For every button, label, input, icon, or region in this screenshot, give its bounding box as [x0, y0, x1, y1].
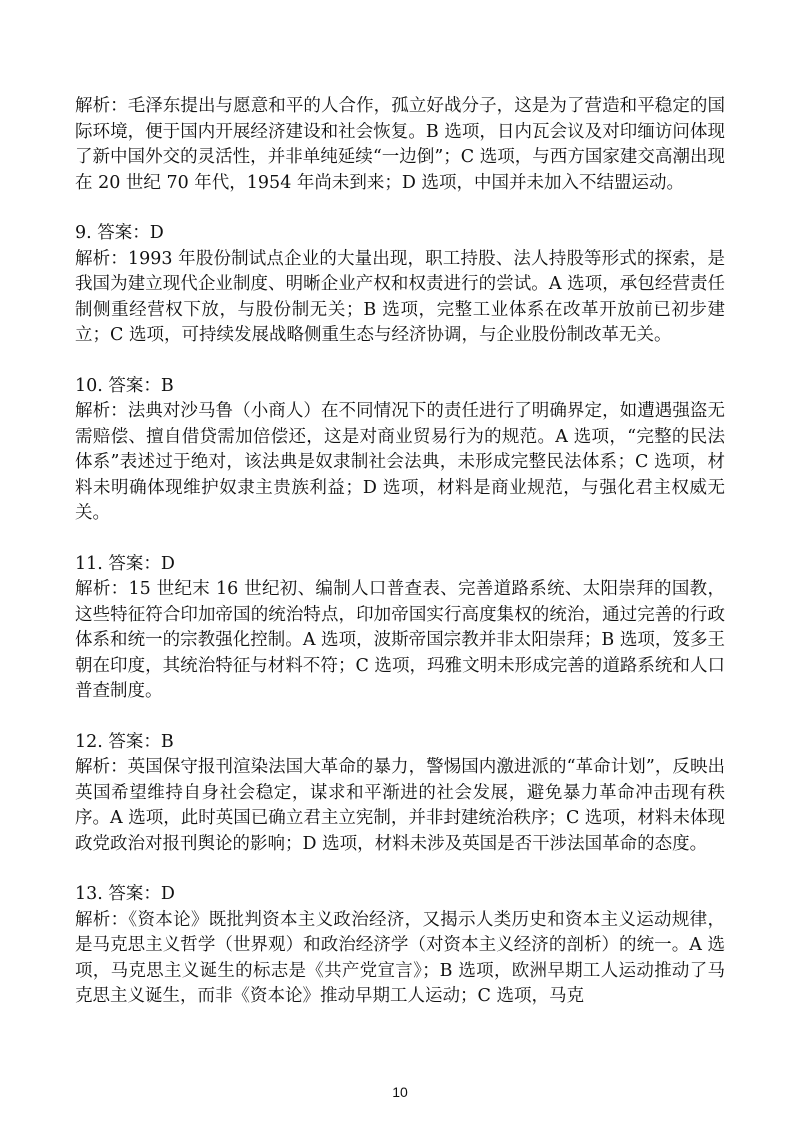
answer-analysis-content — [75, 94, 725, 1035]
answer-block-8 — [75, 94, 725, 196]
answer-line: 10. 答案：B — [75, 375, 174, 396]
answer-line: 12. 答案：B — [75, 731, 174, 752]
answer-block-10 — [75, 374, 725, 527]
analysis-text: 解析：1993 年股份制试点企业的大量出现，职工持股、法人持股等形式的探索，是我国为建立现代企业制度、明晰企业产权和权责进行的尝试。A 选项，承包经营责任制侧重经营权下放，与股份制无关；B 选项，完整工业体系在改革开放前已初步建立；C 选项，可持续发展战略侧重生态与经济协调，与企业股份制改革无关。 — [75, 248, 725, 345]
answer-block-12 — [75, 730, 725, 858]
answer-block-11 — [75, 552, 725, 705]
page-number: 10 — [392, 1084, 408, 1100]
answer-line: 11. 答案：D — [75, 553, 175, 574]
analysis-text: 解析：毛泽东提出与愿意和平的人合作，孤立好战分子，这是为了营造和平稳定的国际环境，便于国内开展经济建设和社会恢复。B 选项，日内瓦会议及对印缅访问体现了新中国外交的灵活性，并非单纯延续“一边倒”；C 选项，与西方国家建交高潮出现在 20 世纪 70 年代，1954 年尚未到来；D 选项，中国并未加入不结盟运动。 — [75, 96, 725, 193]
analysis-text: 解析：《资本论》既批判资本主义政治经济，又揭示人类历史和资本主义运动规律，是马克思主义哲学（世界观）和政治经济学（对资本主义经济的剖析）的统一。A 选项，马克思主义诞生的标志是《共产党宣言》；B 选项，欧洲早期工人运动推动了马克思主义诞生，而非《资本论》推动早期工人运动；C 选项，马克 — [75, 909, 725, 1006]
analysis-text: 解析：法典对沙马鲁（小商人）在不同情况下的责任进行了明确界定，如遭遇强盗无需赔偿、擅自借贷需加倍偿还，这是对商业贸易行为的规范。A 选项，“完整的民法体系”表述过于绝对，该法典是奴隶制社会法典，未形成完整民法体系；C 选项，材料未明确体现维护奴隶主贵族利益；D 选项，材料是商业规范，与强化君主权威无关。 — [75, 401, 725, 523]
analysis-text: 解析：英国保守报刊渲染法国大革命的暴力，警惕国内激进派的“革命计划”，反映出英国希望维持自身社会稳定，谋求和平渐进的社会发展，避免暴力革命冲击现有秩序。A 选项，此时英国已确立君主立宪制，并非封建统治秩序；C 选项，材料未体现政党政治对报刊舆论的影响；D 选项，材料未涉及英国是否干涉法国革命的态度。 — [75, 757, 725, 854]
analysis-text: 解析：15 世纪末 16 世纪初、编制人口普查表、完善道路系统、太阳崇拜的国教，这些特征符合印加帝国的统治特点，印加帝国实行高度集权的统治，通过完善的行政体系和统一的宗教强化控制。A 选项，波斯帝国宗教并非太阳崇拜；B 选项，笈多王朝在印度，其统治特征与材料不符；C 选项，玛雅文明未形成完善的道路系统和人口普查制度。 — [75, 579, 725, 701]
answer-block-9 — [75, 221, 725, 349]
answer-line: 9. 答案：D — [75, 223, 164, 243]
answer-block-13 — [75, 882, 725, 1010]
answer-line: 13. 答案：D — [75, 884, 175, 904]
